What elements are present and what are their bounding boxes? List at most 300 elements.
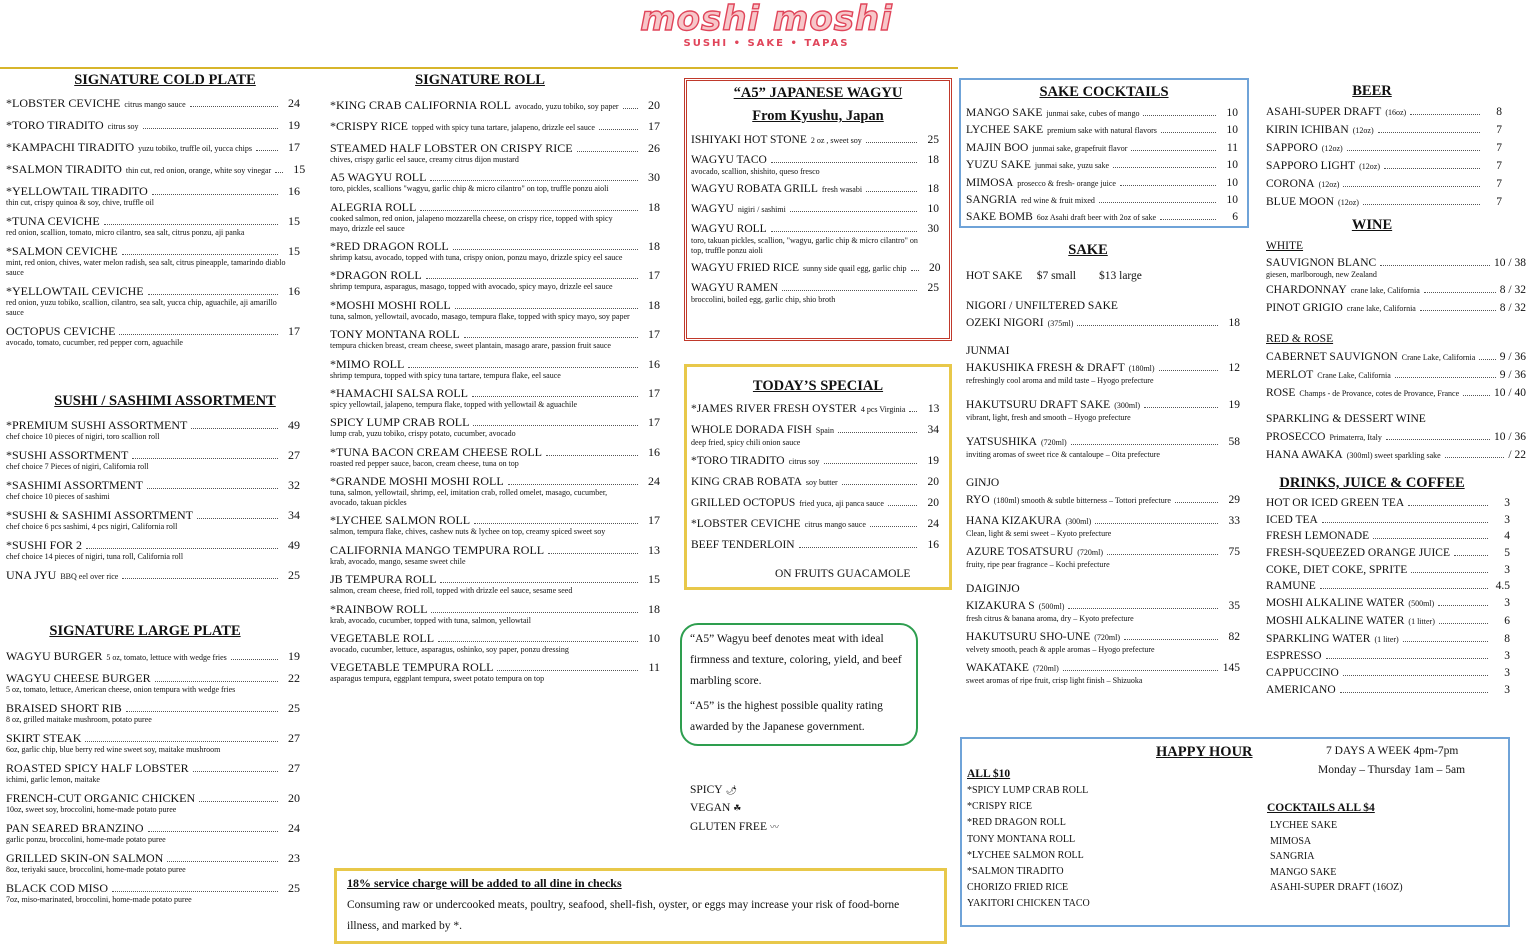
- menu-item: [1266, 596, 1510, 611]
- dot-leader: [430, 180, 638, 181]
- item-description: ichimi, garlic lemon, maitake: [6, 775, 100, 784]
- dot-leader: [497, 670, 638, 671]
- dot-leader: [1380, 265, 1490, 266]
- menu-item: [330, 386, 660, 410]
- roll-list: [330, 98, 660, 690]
- item-description: velvety smooth, peach & apple aromas – Hyogo prefecture: [966, 645, 1155, 654]
- item-price: 19: [1228, 399, 1240, 411]
- menu-item: [691, 261, 939, 276]
- item-description: salmon, tempura flake, chives, cashew nuts & lychee on top, creamy spiced sweet soy: [330, 527, 606, 537]
- item-name: WAGYU CHEESE BURGER: [6, 671, 151, 685]
- dot-leader: [1343, 186, 1480, 187]
- item-name: WAGYU RAMEN: [691, 282, 779, 294]
- item-inline-desc: Spain: [815, 426, 834, 435]
- item-description: chef choice 10 pieces of sashimi: [6, 492, 110, 501]
- item-name: WAGYU BURGER: [6, 649, 103, 663]
- dot-leader: [1159, 370, 1218, 371]
- dot-leader: [1143, 115, 1216, 116]
- item-name: HAKUTSURU SHO-UNE: [966, 631, 1091, 643]
- beer-title: BEER: [1352, 83, 1392, 99]
- item-price: 7: [1496, 124, 1502, 136]
- item-description: sweet aromas of ripe fruit, crisp light finish – Shizuoka: [966, 676, 1143, 685]
- menu-item: [6, 761, 300, 785]
- item-inline-desc: Champs - de Provance, cotes de Provance, France: [1299, 389, 1460, 398]
- item-price: 10: [1226, 193, 1238, 206]
- dot-leader: [197, 518, 278, 519]
- item-inline-desc: junmai sake, yuzu sake: [1034, 161, 1110, 171]
- item-price: 8: [1504, 632, 1510, 645]
- item-inline-desc: (375ml): [1047, 319, 1074, 328]
- item-price: 18: [927, 154, 939, 166]
- item-price: 20: [927, 497, 939, 509]
- item-price: 3: [1504, 497, 1510, 509]
- dot-leader: [1463, 395, 1490, 396]
- menu-item: [691, 496, 939, 511]
- dot-leader: [842, 484, 917, 485]
- menu-item: [6, 324, 300, 348]
- menu-item: [1266, 283, 1526, 298]
- item-name: MOSHI ALKALINE WATER: [1266, 597, 1405, 610]
- item-price: 4: [1504, 530, 1510, 543]
- menu-item: [330, 200, 660, 234]
- dot-leader: [1063, 670, 1218, 671]
- drinks-list: [1266, 496, 1510, 699]
- red-list: [1266, 350, 1526, 404]
- happy-hour-box: [960, 737, 1510, 927]
- dot-leader: [119, 334, 278, 335]
- dot-leader: [256, 150, 278, 151]
- item-name: *TORO TIRADITO: [691, 455, 785, 467]
- item-price: 7: [1496, 160, 1502, 172]
- dot-leader: [1071, 444, 1218, 445]
- item-description: shrimp katsu, avocado, topped with tuna, crispy onion, ponzu mayo, drizzle spicy eel sauce: [330, 252, 623, 262]
- item-inline-desc: (180ml) smooth & subtle bitterness – Tottori prefecture: [993, 496, 1171, 505]
- menu-item: [966, 545, 1240, 570]
- item-inline-desc: prosecco & fresh- orange juice: [1017, 178, 1116, 188]
- dot-leader: [782, 290, 917, 291]
- nigori-list: [966, 316, 1240, 333]
- item-price: 15: [293, 162, 306, 176]
- item-name: YATSUSHIKA: [966, 436, 1037, 448]
- dot-leader: [1378, 132, 1480, 133]
- menu-item: [1266, 683, 1510, 697]
- item-description: tempura chicken breast, cream cheese, sweet plantain, masago arare, passion fruit sauce: [330, 341, 611, 351]
- item-name: YUZU SAKE: [966, 159, 1031, 172]
- sake-cocktails-list: [966, 106, 1238, 228]
- menu-item: [1266, 256, 1526, 280]
- item-inline-desc: (500ml): [1038, 602, 1065, 611]
- item-name: LYCHEE SAKE: [966, 124, 1044, 137]
- item-price: 27: [288, 761, 300, 775]
- menu-item: [330, 170, 660, 194]
- happy-schedule-1: 7 DAYS A WEEK 4pm-7pm: [1326, 745, 1459, 757]
- item-price: 58: [1228, 436, 1240, 448]
- item-inline-desc: (12oz): [1359, 162, 1381, 171]
- dot-leader: [1343, 675, 1488, 676]
- red-title: RED & ROSE: [1266, 333, 1334, 345]
- dot-leader: [1099, 202, 1216, 203]
- dot-leader: [472, 396, 638, 397]
- item-name: SAUVIGNON BLANC: [1266, 257, 1377, 269]
- sake-cocktails-title: SAKE COCKTAILS: [1039, 84, 1169, 100]
- item-name: VEGETABLE ROLL: [330, 631, 435, 646]
- item-inline-desc: fried yuca, aji panca sauce: [799, 499, 884, 508]
- item-inline-desc: yuzu tobiko, truffle oil, yucca chips: [138, 144, 252, 153]
- wagyu-title: “A5” JAPANESE WAGYU: [733, 85, 903, 101]
- dot-leader: [1131, 150, 1216, 151]
- menu-item: [1266, 666, 1510, 680]
- section-title-large: SIGNATURE LARGE PLATE: [49, 623, 241, 639]
- sake-cocktails-box: [959, 78, 1249, 228]
- menu-item: [691, 517, 939, 532]
- item-price: 3: [1504, 683, 1510, 696]
- dot-leader: [1384, 168, 1480, 169]
- item-inline-desc: (12oz): [1338, 198, 1359, 207]
- dot-leader: [1322, 522, 1488, 523]
- sushi-list: [6, 418, 300, 590]
- item-price: 33: [1228, 515, 1240, 527]
- menu-item: [1266, 195, 1502, 210]
- item-price: 10: [1226, 124, 1238, 137]
- item-price: 15: [648, 572, 660, 587]
- item-name: MOSHI ALKALINE WATER: [1266, 614, 1405, 627]
- item-price: 17: [648, 415, 660, 430]
- daiginjo-title: DAIGINJO: [966, 583, 1020, 595]
- item-description: krab, avocado, cucumber, topped with tuna, salmon, yellowtail: [330, 615, 531, 625]
- dot-leader: [1095, 523, 1218, 524]
- menu-item: [330, 141, 660, 165]
- item-price: 10 / 40: [1494, 387, 1526, 399]
- item-price: 32: [288, 478, 300, 492]
- menu-item: [6, 881, 300, 905]
- item-description: 8 oz, grilled maitake mushroom, potato puree: [6, 715, 152, 724]
- item-price: 10: [1226, 107, 1238, 119]
- item-name: BEEF TENDERLOIN: [691, 539, 795, 551]
- item-name: PINOT GRIGIO: [1266, 302, 1343, 314]
- menu-item: [1266, 513, 1510, 527]
- item-inline-desc: topped with spicy tuna tartare, jalapeno, drizzle eel sauce: [411, 123, 595, 133]
- dot-leader: [1347, 150, 1480, 151]
- item-name: JB TEMPURA ROLL: [330, 572, 437, 587]
- menu-item: [966, 141, 1238, 156]
- special-box: [684, 364, 952, 590]
- item-description: 5 oz, tomato, lettuce, American cheese, onion tempura with wedge fries: [6, 685, 236, 694]
- menu-item: [330, 513, 660, 537]
- dot-leader: [438, 641, 638, 642]
- item-price: 19: [927, 455, 939, 467]
- item-description: spicy yellowtail, jalapeno, tempura flake, topped with yellowtail & aguachile: [330, 399, 578, 409]
- item-inline-desc: citrus soy: [107, 122, 139, 131]
- item-inline-desc: (12oz): [1318, 180, 1340, 189]
- item-description: toro, pickles, scallions "wagyu, garlic chip & micro cilantro" on top, truffle ponzu aioli: [330, 184, 609, 194]
- item-name: *TORO TIRADITO: [6, 118, 104, 132]
- menu-item: [1266, 368, 1526, 383]
- item-price: 3: [1504, 563, 1510, 576]
- item-description: giesen, marlborough, new Zealand: [1266, 270, 1377, 279]
- dot-leader: [152, 194, 278, 195]
- item-price: 82: [1228, 631, 1240, 643]
- item-price: 3: [1504, 666, 1510, 679]
- dot-leader: [420, 210, 638, 211]
- item-price: 4.5: [1495, 580, 1510, 593]
- daiginjo-list: [966, 599, 1240, 692]
- junmai-title: JUNMAI: [966, 345, 1010, 357]
- menu-item: [1266, 350, 1526, 365]
- item-inline-desc: (720ml): [1094, 633, 1121, 642]
- menu-item: [691, 475, 939, 490]
- item-inline-desc: 5 oz, tomato, lettuce with wedge fries: [106, 653, 227, 662]
- item-price: 26: [648, 140, 660, 155]
- menu-item: [1266, 141, 1502, 156]
- menu-item: [330, 119, 660, 135]
- beer-list: [1266, 105, 1502, 213]
- item-description: avocado, tomato, cucumber, red pepper corn, aguachile: [6, 338, 183, 347]
- item-price: 10 / 36: [1494, 431, 1526, 443]
- item-inline-desc: Crane Lake, California: [1401, 353, 1476, 362]
- dot-leader: [888, 505, 917, 506]
- item-inline-desc: thin cut, red onion, orange, white soy vinegar: [125, 166, 272, 175]
- menu-item: [1266, 177, 1502, 192]
- item-name: FRESH-SQUEEZED ORANGE JUICE: [1266, 547, 1450, 560]
- happy-list-item: CHORIZO FRIED RICE: [967, 882, 1069, 894]
- item-name: GRILLED SKIN-ON SALMON: [6, 851, 164, 865]
- item-description: 10oz, sweet soy, broccolini, home-made potato puree: [6, 805, 177, 814]
- item-name: WAGYU FRIED RICE: [691, 262, 799, 274]
- item-price: 10 / 38: [1494, 257, 1526, 269]
- menu-item: [6, 851, 300, 875]
- large-plate-list: [6, 649, 300, 911]
- item-inline-desc: (1 liter): [1374, 634, 1399, 644]
- item-name: OCTOPUS CEVICHE: [6, 324, 116, 338]
- dot-leader: [193, 771, 278, 772]
- happy-list-item: YAKITORI CHICKEN TACO: [967, 898, 1090, 910]
- happy-hour-title: HAPPY HOUR: [1156, 744, 1253, 760]
- item-price: 145: [1222, 662, 1240, 674]
- item-name: A5 WAGYU ROLL: [330, 170, 427, 185]
- item-inline-desc: (300ml): [1114, 401, 1140, 410]
- happy-list-item: *SALMON TIRADITO: [967, 866, 1064, 878]
- item-price: 17: [648, 385, 660, 400]
- item-price: 3: [1504, 513, 1510, 526]
- item-description: mint, red onion, chives, water melon radish, sea salt, citrus pineapple, tamarindo diablo sauce: [6, 258, 286, 277]
- item-description: chef choice 6 pcs sashimi, 4 pcs nigiri, California roll: [6, 522, 178, 531]
- item-price: 27: [288, 731, 300, 745]
- dot-leader: [790, 211, 917, 212]
- item-price: 18: [648, 199, 660, 214]
- logo: [0, 0, 1533, 62]
- dot-leader: [426, 278, 638, 279]
- item-name: GRILLED OCTOPUS: [691, 497, 796, 509]
- item-name: *MOSHI MOSHI ROLL: [330, 297, 451, 312]
- divider: [0, 67, 958, 69]
- item-price: 24: [288, 96, 300, 110]
- item-price: 5: [1504, 547, 1510, 560]
- item-name: ROASTED SPICY HALF LOBSTER: [6, 761, 189, 775]
- dot-leader: [1373, 538, 1488, 539]
- item-price: 20: [929, 262, 941, 274]
- dot-leader: [453, 249, 638, 250]
- menu-item: [966, 361, 1240, 386]
- menu-item: [1266, 105, 1502, 120]
- item-name: *MIMO ROLL: [330, 356, 405, 371]
- item-name: UNA JYU: [6, 568, 57, 582]
- item-inline-desc: sunny side quail egg, garlic chip: [802, 264, 907, 273]
- item-description: inviting aromas of sweet rice & cantaloupe – Oita prefecture: [966, 450, 1160, 459]
- wagyu-subtitle: From Kyushu, Japan: [752, 108, 884, 124]
- menu-item: [1266, 579, 1510, 593]
- item-inline-desc: 2 oz , sweet soy: [810, 136, 862, 145]
- item-name: HAKUSHIKA FRESH & DRAFT: [966, 362, 1125, 374]
- dot-leader: [599, 129, 638, 130]
- menu-item: [691, 133, 939, 148]
- happy-food-list: [967, 783, 1090, 913]
- menu-item: [6, 184, 300, 208]
- item-inline-desc: premium sake with natural flavors: [1047, 126, 1157, 136]
- item-name: *SUSHI & SASHIMI ASSORTMENT: [6, 508, 193, 522]
- dot-leader: [911, 270, 919, 271]
- menu-item: [6, 649, 300, 665]
- item-price: 7: [1496, 142, 1502, 154]
- item-price: 13: [648, 542, 660, 557]
- item-price: 30: [927, 223, 939, 235]
- dot-leader: [866, 142, 917, 143]
- menu-item: [1266, 123, 1502, 138]
- dot-leader: [199, 801, 278, 802]
- menu-item: [1266, 649, 1510, 663]
- menu-item: [330, 268, 660, 292]
- service-box: [334, 868, 947, 944]
- menu-item: [691, 182, 939, 197]
- white-list: [1266, 256, 1526, 319]
- item-price: 15: [288, 214, 300, 228]
- item-price: 17: [288, 324, 300, 338]
- item-name: MANGO SAKE: [966, 107, 1043, 119]
- item-name: *TUNA BACON CREAM CHEESE ROLL: [330, 444, 543, 459]
- item-inline-desc: junmai sake, cubes of mango: [1046, 109, 1140, 118]
- wagyu-list: [691, 133, 939, 310]
- menu-item: [330, 415, 660, 439]
- dot-leader: [866, 191, 917, 192]
- dot-leader: [122, 254, 278, 255]
- item-name: CABERNET SAUVIGNON: [1266, 351, 1398, 363]
- item-description: avocado, cucumber, lettuce, asparagus, oshinko, soy paper, ponzu dressing: [330, 645, 569, 655]
- menu-item: [6, 538, 300, 562]
- item-price: 12: [1228, 362, 1240, 374]
- item-name: WAGYU ROBATA GRILL: [691, 183, 818, 195]
- item-price: 17: [288, 140, 300, 154]
- happy-cocktails-list: [1270, 818, 1403, 896]
- item-name: *TUNA CEVICHE: [6, 214, 100, 228]
- item-price: 10: [927, 203, 939, 215]
- item-description: 8oz, teriyaki sauce, broccolini, home-made potato puree: [6, 865, 186, 874]
- menu-item: [966, 630, 1240, 655]
- item-inline-desc: (300ml) sweet sparkling sake: [1346, 451, 1441, 460]
- legend-vegan: VEGAN ☘: [690, 802, 742, 814]
- item-description: krab, avocado, mango, sesame sweet chile: [330, 556, 466, 566]
- item-inline-desc: citrus mango sauce: [124, 100, 186, 109]
- item-name: STEAMED HALF LOBSTER ON CRISPY RICE: [330, 140, 573, 155]
- dot-leader: [1160, 219, 1216, 220]
- item-price: 9 / 36: [1499, 369, 1526, 381]
- menu-item: [1266, 496, 1510, 510]
- menu-item: [6, 214, 300, 238]
- menu-item: [966, 398, 1240, 423]
- item-name: ISHIYAKI HOT STONE: [691, 134, 807, 146]
- dot-leader: [771, 231, 917, 232]
- menu-item: [691, 402, 939, 417]
- item-price: 8 / 32: [1499, 302, 1526, 314]
- menu-item: [1266, 430, 1526, 445]
- item-inline-desc: (180ml): [1128, 364, 1155, 373]
- dot-leader: [771, 162, 917, 163]
- item-name: *RAINBOW ROLL: [330, 601, 428, 616]
- item-name: ROSE: [1266, 387, 1296, 399]
- item-name: *KING CRAB CALIFORNIA ROLL: [330, 98, 512, 112]
- cold-plate-list: [6, 96, 306, 354]
- dot-leader: [190, 106, 278, 107]
- item-price: 3: [1504, 597, 1510, 610]
- happy-list-item: *SPICY LUMP CRAB ROLL: [967, 785, 1089, 796]
- item-inline-desc: fresh wasabi: [821, 185, 863, 194]
- item-name: KIZAKURA S: [966, 600, 1035, 612]
- menu-item: [1266, 632, 1510, 647]
- dot-leader: [838, 432, 917, 433]
- dot-leader: [155, 681, 278, 682]
- item-description: deep fried, spicy chili onion sauce: [691, 438, 801, 447]
- item-name: *SASHIMI ASSORTMENT: [6, 478, 143, 492]
- item-price: 8 / 32: [1499, 284, 1526, 296]
- item-price: 13: [927, 403, 940, 415]
- item-inline-desc: nigiri / sashimi: [737, 205, 786, 214]
- brand-wordmark: moshi moshi: [640, 0, 893, 39]
- item-price: 16: [648, 444, 660, 459]
- item-price: 10: [648, 631, 660, 646]
- menu-item: [691, 538, 939, 552]
- item-name: WHOLE DORADA FISH: [691, 424, 812, 436]
- happy-cocktails-title: COCKTAILS ALL $4: [1267, 802, 1375, 814]
- ginjo-title: GINJO: [966, 477, 1000, 489]
- dot-leader: [1144, 407, 1218, 408]
- item-description: red onion, scallion, tomato, micro cilantro, sea salt, citrus ponzu, aji panka: [6, 228, 245, 237]
- spark-title: SPARKLING & DESSERT WINE: [1266, 413, 1426, 425]
- menu-item: [6, 821, 300, 845]
- junmai-list: [966, 361, 1240, 472]
- item-name: BLACK COD MISO: [6, 881, 109, 895]
- item-price: 3: [1504, 650, 1510, 663]
- dot-leader: [143, 128, 278, 129]
- happy-list-item: ASAHI-SUPER DRAFT (16OZ): [1270, 882, 1403, 894]
- item-inline-desc: (500ml): [1408, 599, 1435, 609]
- item-name: ALEGRIA ROLL: [330, 199, 417, 214]
- menu-item: [6, 162, 306, 178]
- item-price: 75: [1228, 546, 1240, 558]
- menu-item: [691, 281, 939, 305]
- dot-leader: [1479, 359, 1496, 360]
- item-price: 30: [648, 170, 660, 185]
- menu-item: [6, 508, 300, 532]
- item-name: *SUSHI FOR 2: [6, 538, 83, 552]
- item-description: Clean, light & semi sweet – Kyoto prefecture: [966, 529, 1112, 538]
- item-description: broccolini, boiled egg, garlic chip, shio broth: [691, 295, 836, 304]
- menu-item: [1266, 546, 1510, 560]
- item-price: 19: [288, 118, 300, 132]
- item-inline-desc: soy butter: [805, 478, 838, 487]
- item-price: 25: [288, 701, 300, 715]
- dot-leader: [1363, 204, 1480, 205]
- happy-list-item: TONY MONTANA ROLL: [967, 833, 1076, 845]
- menu-item: [966, 176, 1238, 191]
- item-name: SANGRIA: [966, 193, 1018, 206]
